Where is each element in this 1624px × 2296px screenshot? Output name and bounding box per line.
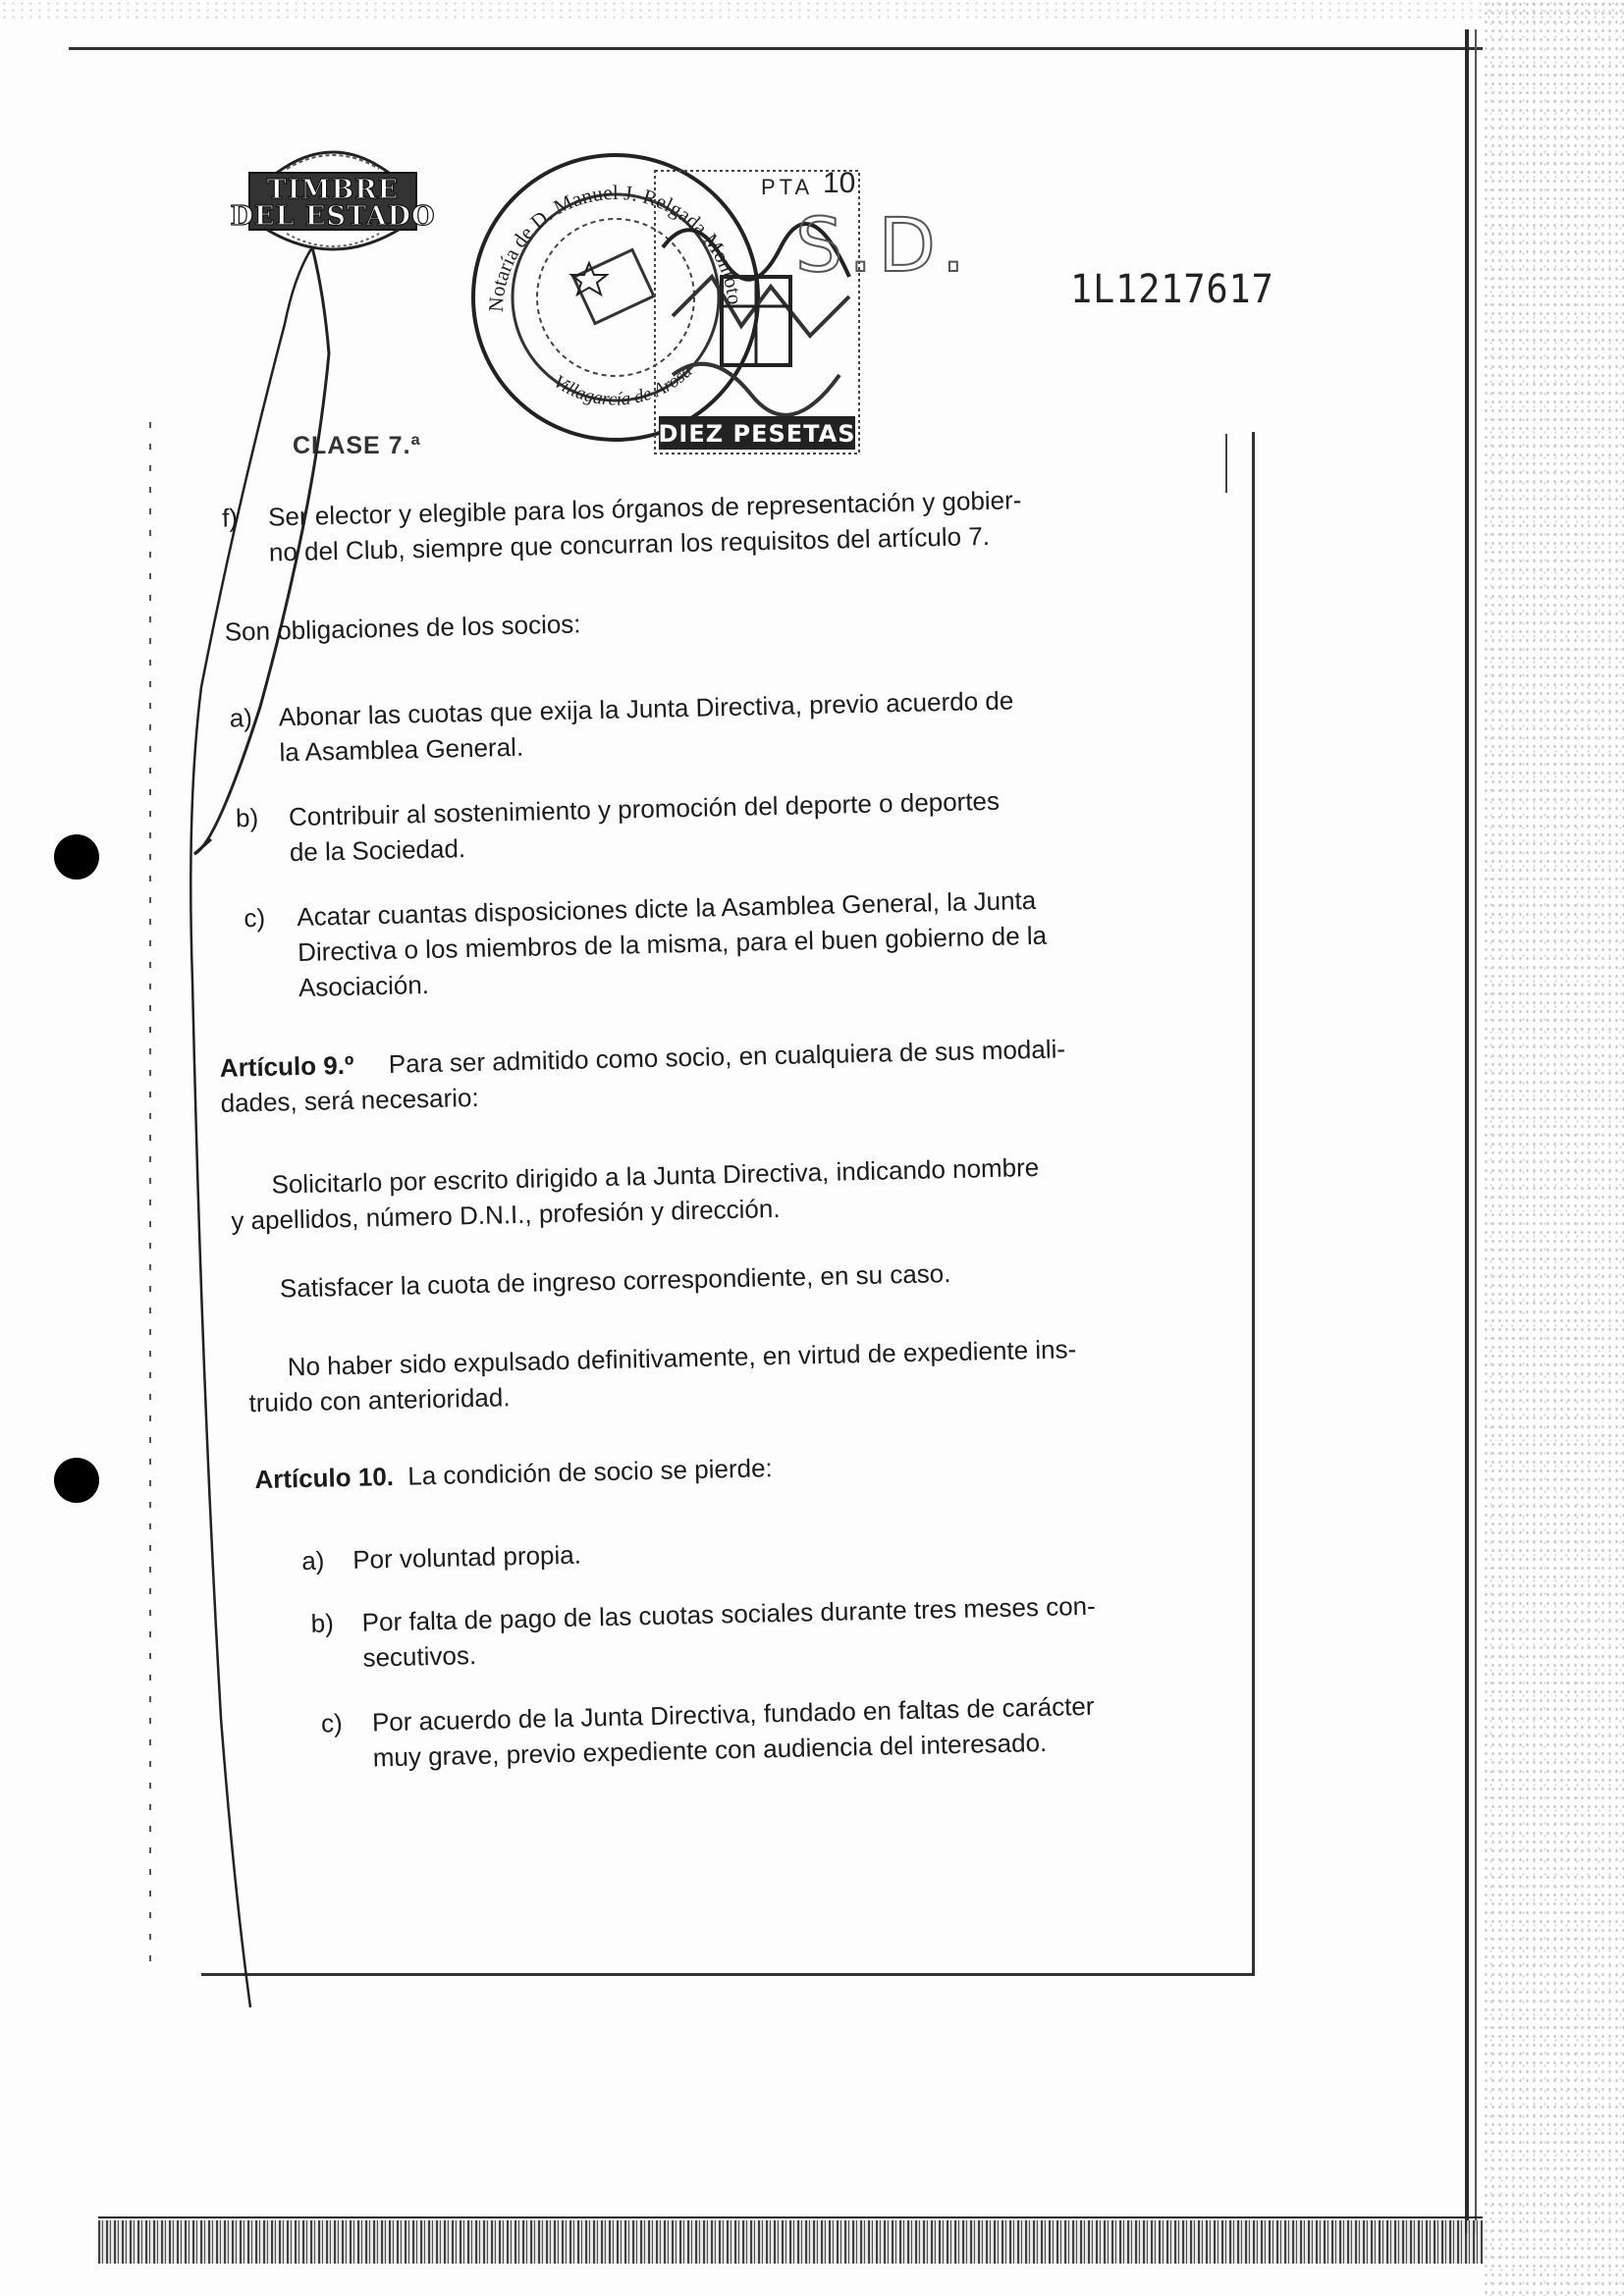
loss-a-line1: Por voluntad propia. xyxy=(352,1539,582,1575)
clase-label: CLASE 7.ª xyxy=(293,432,421,459)
article-9-line2: dades, será necesario: xyxy=(220,1082,479,1118)
loss-c-line2: muy grave, previo expediente con audiencia del interesado. xyxy=(372,1727,1048,1773)
requirement-1-line2: y apellidos, número D.N.I., profesión y dirección. xyxy=(231,1193,781,1236)
obligations-intro: Son obligaciones de los socios: xyxy=(224,609,581,647)
seal-bottom-text: Villagarcía de Arosa xyxy=(549,360,697,410)
item-a-line2: la Asamblea General. xyxy=(279,731,524,768)
stamp-value-label: DIEZ PESETAS xyxy=(658,420,856,448)
loss-c-line1: Por acuerdo de la Junta Directiva, fundado en faltas de carácter xyxy=(371,1690,1095,1737)
item-c-line3: Asociación. xyxy=(298,969,430,1002)
loss-c-label: c) xyxy=(320,1708,344,1738)
item-b-label: b) xyxy=(235,802,259,833)
requirement-3-line1: No haber sido expulsado definitivamente, en virtud de expediente ins- xyxy=(287,1334,1077,1382)
item-c-line1: Acatar cuantas disposiciones dicte la Asamblea General, la Junta xyxy=(297,884,1037,933)
article-9-line1: Para ser admitido como socio, en cualquiera de sus modali- xyxy=(388,1034,1066,1079)
item-c-label: c) xyxy=(244,902,266,934)
item-f-line1: Ser elector y elegible para los órganos de representación y gobier- xyxy=(267,485,1022,532)
stamp-pta-label: PTA xyxy=(761,175,814,199)
stamp-pta-value: 10 xyxy=(823,167,856,199)
item-c-line2: Directiva o los miembros de la misma, para el buen gobierno de la xyxy=(297,920,1048,968)
requirement-1-line1: Solicitarlo por escrito dirigido a la Junta Directiva, indicando nombre xyxy=(271,1151,1040,1200)
loss-b-label: b) xyxy=(310,1608,335,1638)
item-f-label: f) xyxy=(221,503,239,533)
item-f-line2: no del Club, siempre que concurran los requisitos del artículo 7. xyxy=(268,520,991,567)
item-a-label: a) xyxy=(229,703,253,733)
loss-b-line2: secutivos. xyxy=(362,1640,477,1673)
requirement-2-line1: Satisfacer la cuota de ingreso correspondiente, en su caso. xyxy=(279,1258,951,1304)
item-b-line1: Contribuir al sostenimiento y promoción del deporte o deportes xyxy=(288,785,1001,832)
item-b-line2: de la Sociedad. xyxy=(289,833,466,868)
loss-b-line1: Por falta de pago de las cuotas sociales durante tres meses con- xyxy=(361,1590,1097,1637)
article-10-title: Artículo 10. xyxy=(254,1461,395,1495)
seal-ring-text: Notaría de D. Manuel J. Relgada Montoto xyxy=(483,180,747,313)
requirement-3-line2: truido con anterioridad. xyxy=(248,1382,511,1418)
article-10-intro: La condición de socio se pierde: xyxy=(406,1453,774,1491)
serial-number: 1L1217617 xyxy=(1070,267,1274,312)
item-a-line1: Abonar las cuotas que exija la Junta Directiva, previo acuerdo de xyxy=(278,685,1014,732)
timbre-line1: TIMBRE xyxy=(266,175,400,205)
loss-a-label: a) xyxy=(300,1545,325,1576)
timbre-line2: DEL ESTADO xyxy=(230,201,436,232)
article-9-title: Artículo 9.º xyxy=(219,1049,354,1083)
perforated-initials: S.D. xyxy=(795,201,972,289)
